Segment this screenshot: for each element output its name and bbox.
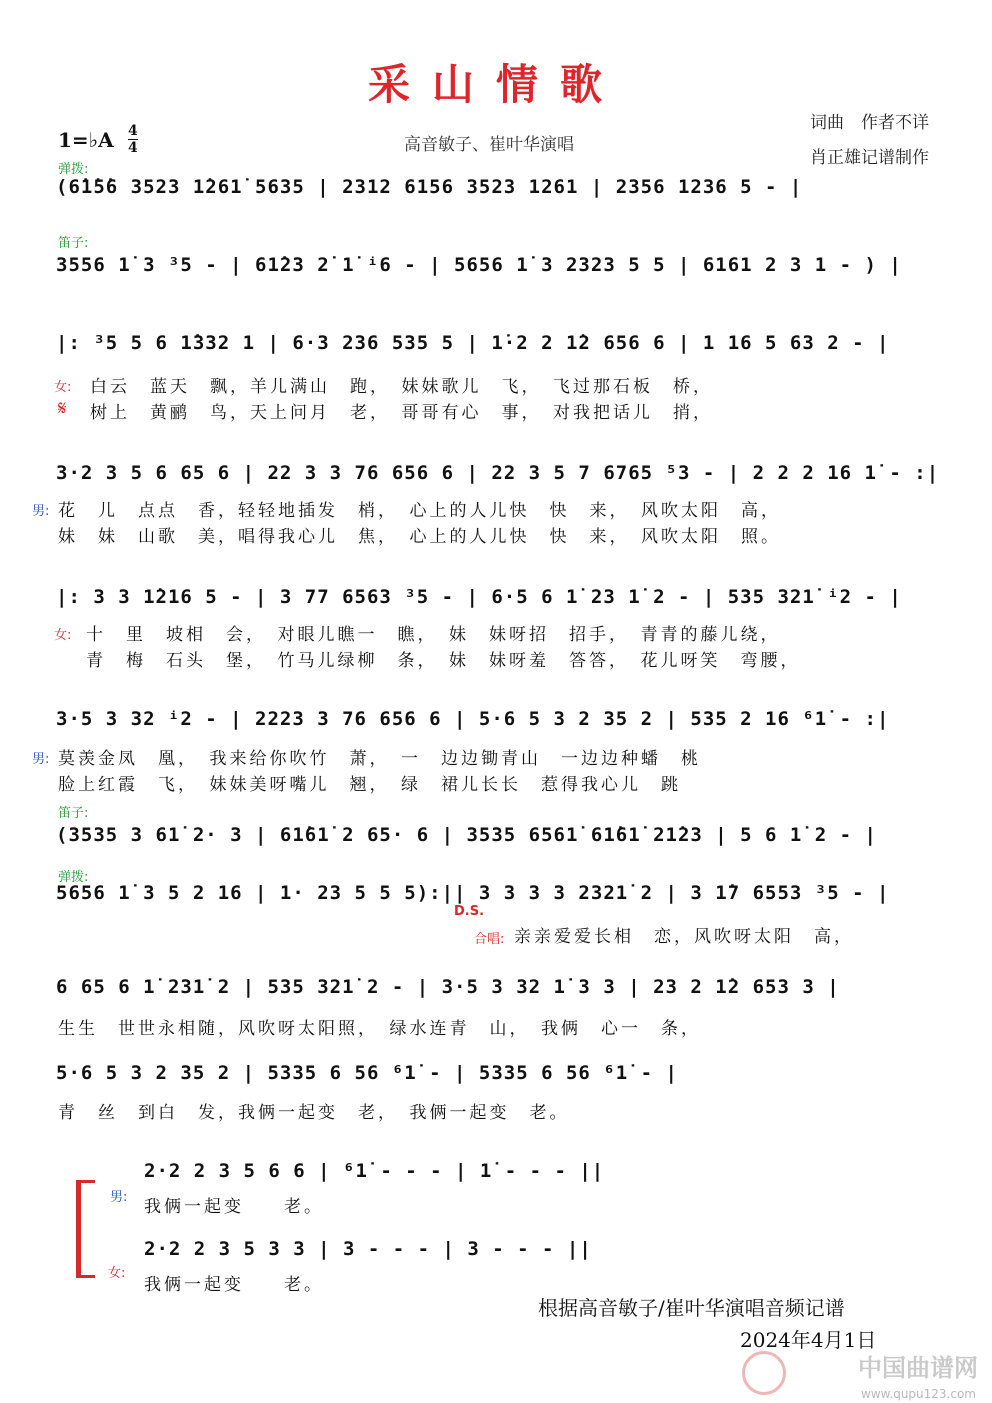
watermark-url: www.qupu123.com <box>861 1387 976 1401</box>
credit-composer: 词曲 作者不详 <box>810 113 929 133</box>
score-row-5: |: 3 3 1̇216 5 - | 3 77 6563 ³5 - | 6·5 6 1̇ 23 1̇ 2 - | 535 321̇ ⁱ2 - | <box>56 586 902 608</box>
song-title: 采山情歌 <box>367 60 624 109</box>
footer-date: 2024年4月1日 <box>740 1328 877 1352</box>
dal-segno-mark: D.S. <box>454 904 485 919</box>
lyrics-row-3-verse-1: 白云 蓝天 飘，羊儿满山 跑， 妹妹歌儿 飞， 飞过那石板 桥， <box>90 377 713 397</box>
time-signature <box>128 124 138 155</box>
score-row-4: 3·2 3 5 6 65 6 | 22 3 3 76 656 6 | 22 3 5 7 6765 ⁵3 - | 2 2 2 16 1̇ - :| <box>56 462 940 484</box>
label-tanbo: 弹拨: <box>58 162 89 177</box>
score-row-3: |: ³5 5 6 1̇332 1 | 6·3 236 535 5 | 1̇·2 2 1̇2 656 6 | 1 16 5 63 2 - | <box>56 332 890 354</box>
lyrics-row-4-verse-1: 花 儿 点点 香，轻轻地插发 梢， 心上的人儿快 快 来， 风吹太阳 高， <box>58 501 781 521</box>
lyrics-female-ending: 我俩一起变 老。 <box>144 1275 324 1295</box>
label-dizi: 笛子: <box>58 236 89 251</box>
credit-transcriber: 肖正雄记谱制作 <box>810 148 929 168</box>
lyrics-row-6-verse-2: 脸上红霞 飞， 妹妹美呀嘴儿 翘， 绿 裙儿长长 惹得我心儿 跳 <box>58 775 681 795</box>
label-male-3: 男: <box>110 1190 128 1205</box>
time-signature-top: 4 <box>128 123 138 139</box>
performers: 高音敏子、崔叶华演唱 <box>404 135 574 155</box>
label-male-2: 男: <box>32 752 50 767</box>
score-row-female-ending: 2·2 2 3 5 3 3 | 3 - - - | 3 - - - || <box>144 1238 592 1260</box>
label-female: 女: <box>54 380 72 395</box>
label-female-2: 女: <box>54 628 72 643</box>
watermark-text: 中国曲谱网 <box>858 1354 978 1382</box>
score-row-male-ending: 2·2 2 3 5 6 6 | ⁶1̇ - - - | 1̇ - - - || <box>144 1160 605 1182</box>
lyrics-row-3-verse-2: 树上 黄鹂 鸟，天上问月 老， 哥哥有心 事， 对我把话儿 捎， <box>90 403 713 423</box>
lyrics-row-6-verse-1: 莫羡金凤 凰， 我来给你吹竹 萧， 一 边边锄青山 一边边种蟠 桃 <box>58 749 701 769</box>
credits <box>810 106 929 176</box>
segno-icon: 𝄋 <box>58 396 67 420</box>
lyrics-male-ending: 我俩一起变 老。 <box>144 1197 324 1217</box>
key-signature: 1=♭A <box>58 128 114 152</box>
label-tanbo-2: 弹拨: <box>58 870 89 885</box>
label-chorus: 合唱: <box>474 932 505 947</box>
lyrics-row-5-verse-1: 十 里 坡相 会， 对眼儿瞧一 瞧， 妹 妹呀招 招手， 青青的藤儿绕， <box>86 625 781 645</box>
lyrics-row-10: 青 丝 到白 发，我俩一起变 老， 我俩一起变 老。 <box>58 1103 570 1123</box>
score-row-10: 5·6 5 3 2 35 2 | 5335 6 56 ⁶1̇ - | 5335 6 56 ⁶1̇ - | <box>56 1062 678 1084</box>
score-row-6: 3·5 3 32 ⁱ2 - | 2223 3 76 656 6 | 5·6 5 3 2 35 2 | 535 2 16 ⁶1̇ - :| <box>56 708 890 730</box>
label-male: 男: <box>32 504 50 519</box>
score-row-9: 6 65 6 1̇ 231̇ 2 | 535 321̇ 2 - | 3·5 3 32 1̇ 3 3 | 23 2 1̇2 653 3 | <box>56 976 840 998</box>
label-dizi-2: 笛子: <box>58 806 89 821</box>
lyrics-row-9: 生生 世世永相随，风吹呀太阳照， 绿水连青 山， 我俩 心一 条， <box>58 1019 701 1039</box>
lyrics-row-4-verse-2: 妹 妹 山歌 美，唱得我心儿 焦， 心上的人儿快 快 来， 风吹太阳 照。 <box>58 527 781 547</box>
watermark-logo-icon <box>742 1351 786 1395</box>
label-female-3: 女: <box>108 1266 126 1281</box>
score-row-8: 5656 1̇ 3 5 2 16 | 1· 23 5 5 5):|| 3 3 3 3 2321̇ 2 | 3 1̇7 6553 ³5 - | <box>56 882 890 904</box>
score-row-7: (3535 3 61̇ 2· 3 | 61̇61̇ 2 65· 6 | 3535 6561̇ 61̇61̇ 21̇23 | 5 6 1̇ 2 - | <box>56 824 877 846</box>
lyrics-row-5-verse-2: 青 梅 石头 堡， 竹马儿绿柳 条， 妹 妹呀羞 答答， 花儿呀笑 弯腰， <box>86 651 801 671</box>
time-signature-bottom: 4 <box>128 140 138 156</box>
score-row-2: 3556 1̇ 3 ³5 - | 61̇23 2̇ 1̇ ⁱ6 - | 5656 1̇ 3 2323 5 5 | 6161 2 3 1 - ) | <box>56 254 902 276</box>
footer-source: 根据高音敏子/崔叶华演唱音频记谱 <box>538 1296 845 1320</box>
lyrics-row-8: 亲亲爱爱长相 恋，风吹呀太阳 高， <box>514 927 854 947</box>
score-row-1: (6̇1̇5̇6 3523 1̇261̇ 5635 | 2312 6156 3523 1261 | 2356 1236 5 - | <box>56 176 803 198</box>
duet-bracket <box>76 1180 95 1278</box>
